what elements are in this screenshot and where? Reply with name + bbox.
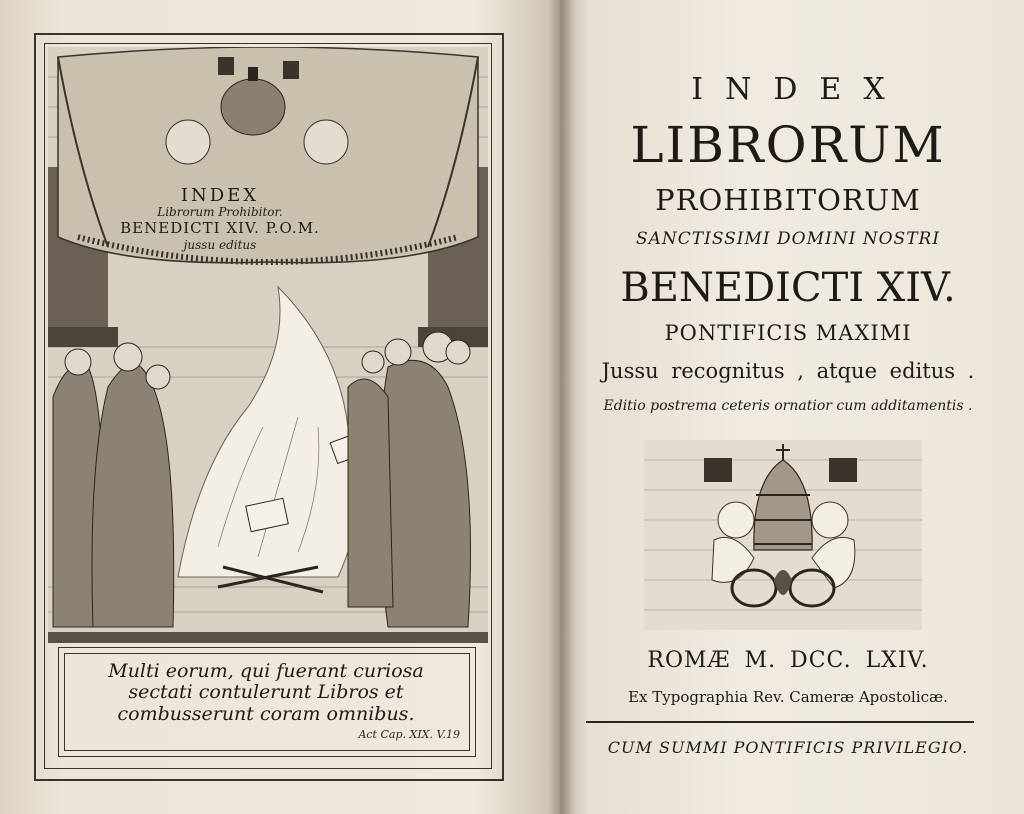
papal-tiara-vignette: [644, 440, 922, 630]
caption-line-3: combusserunt coram omnibus.: [117, 703, 415, 725]
book-gutter: [548, 0, 574, 814]
frontispiece-engraving: [48, 47, 488, 643]
title-editio: Editio postrema ceteris ornatior cum additamentis .: [603, 398, 973, 414]
title-jussu: Jussu recognitus , atque editus .: [601, 359, 975, 383]
privilege-line: CUM SUMMI PONTIFICIS PRIVILEGIO.: [607, 738, 969, 757]
imprint-romae: ROMÆ M. DCC. LXIV.: [647, 648, 929, 673]
title-benedicti: BENEDICTI XIV.: [620, 265, 956, 311]
title-prohibitorum: PROHIBITORUM: [655, 183, 921, 217]
banner-title: INDEX: [180, 185, 260, 206]
title-pontificis: PONTIFICIS MAXIMI: [664, 321, 912, 345]
caption-line-1: Multi eorum, qui fuerant curiosa: [108, 660, 424, 682]
title-librorum: LIBRORUM: [630, 116, 946, 174]
title-index: INDEX: [691, 72, 907, 107]
caption-line-2: sectati contulerunt Libros et: [128, 681, 404, 703]
title-sanctissimi: SANCTISSIMI DOMINI NOSTRI: [635, 229, 941, 249]
imprint-typographia: Ex Typographia Rev. Cameræ Apostolicæ.: [628, 688, 948, 706]
banner-pope: BENEDICTI XIV. P.O.M.: [120, 219, 320, 237]
banner-subtitle: Librorum Prohibitor.: [157, 205, 283, 219]
caption-reference: Act Cap. XIX. V.19: [358, 728, 460, 741]
title-rule: [586, 721, 974, 723]
banner-jussu: jussu editus: [183, 238, 257, 252]
